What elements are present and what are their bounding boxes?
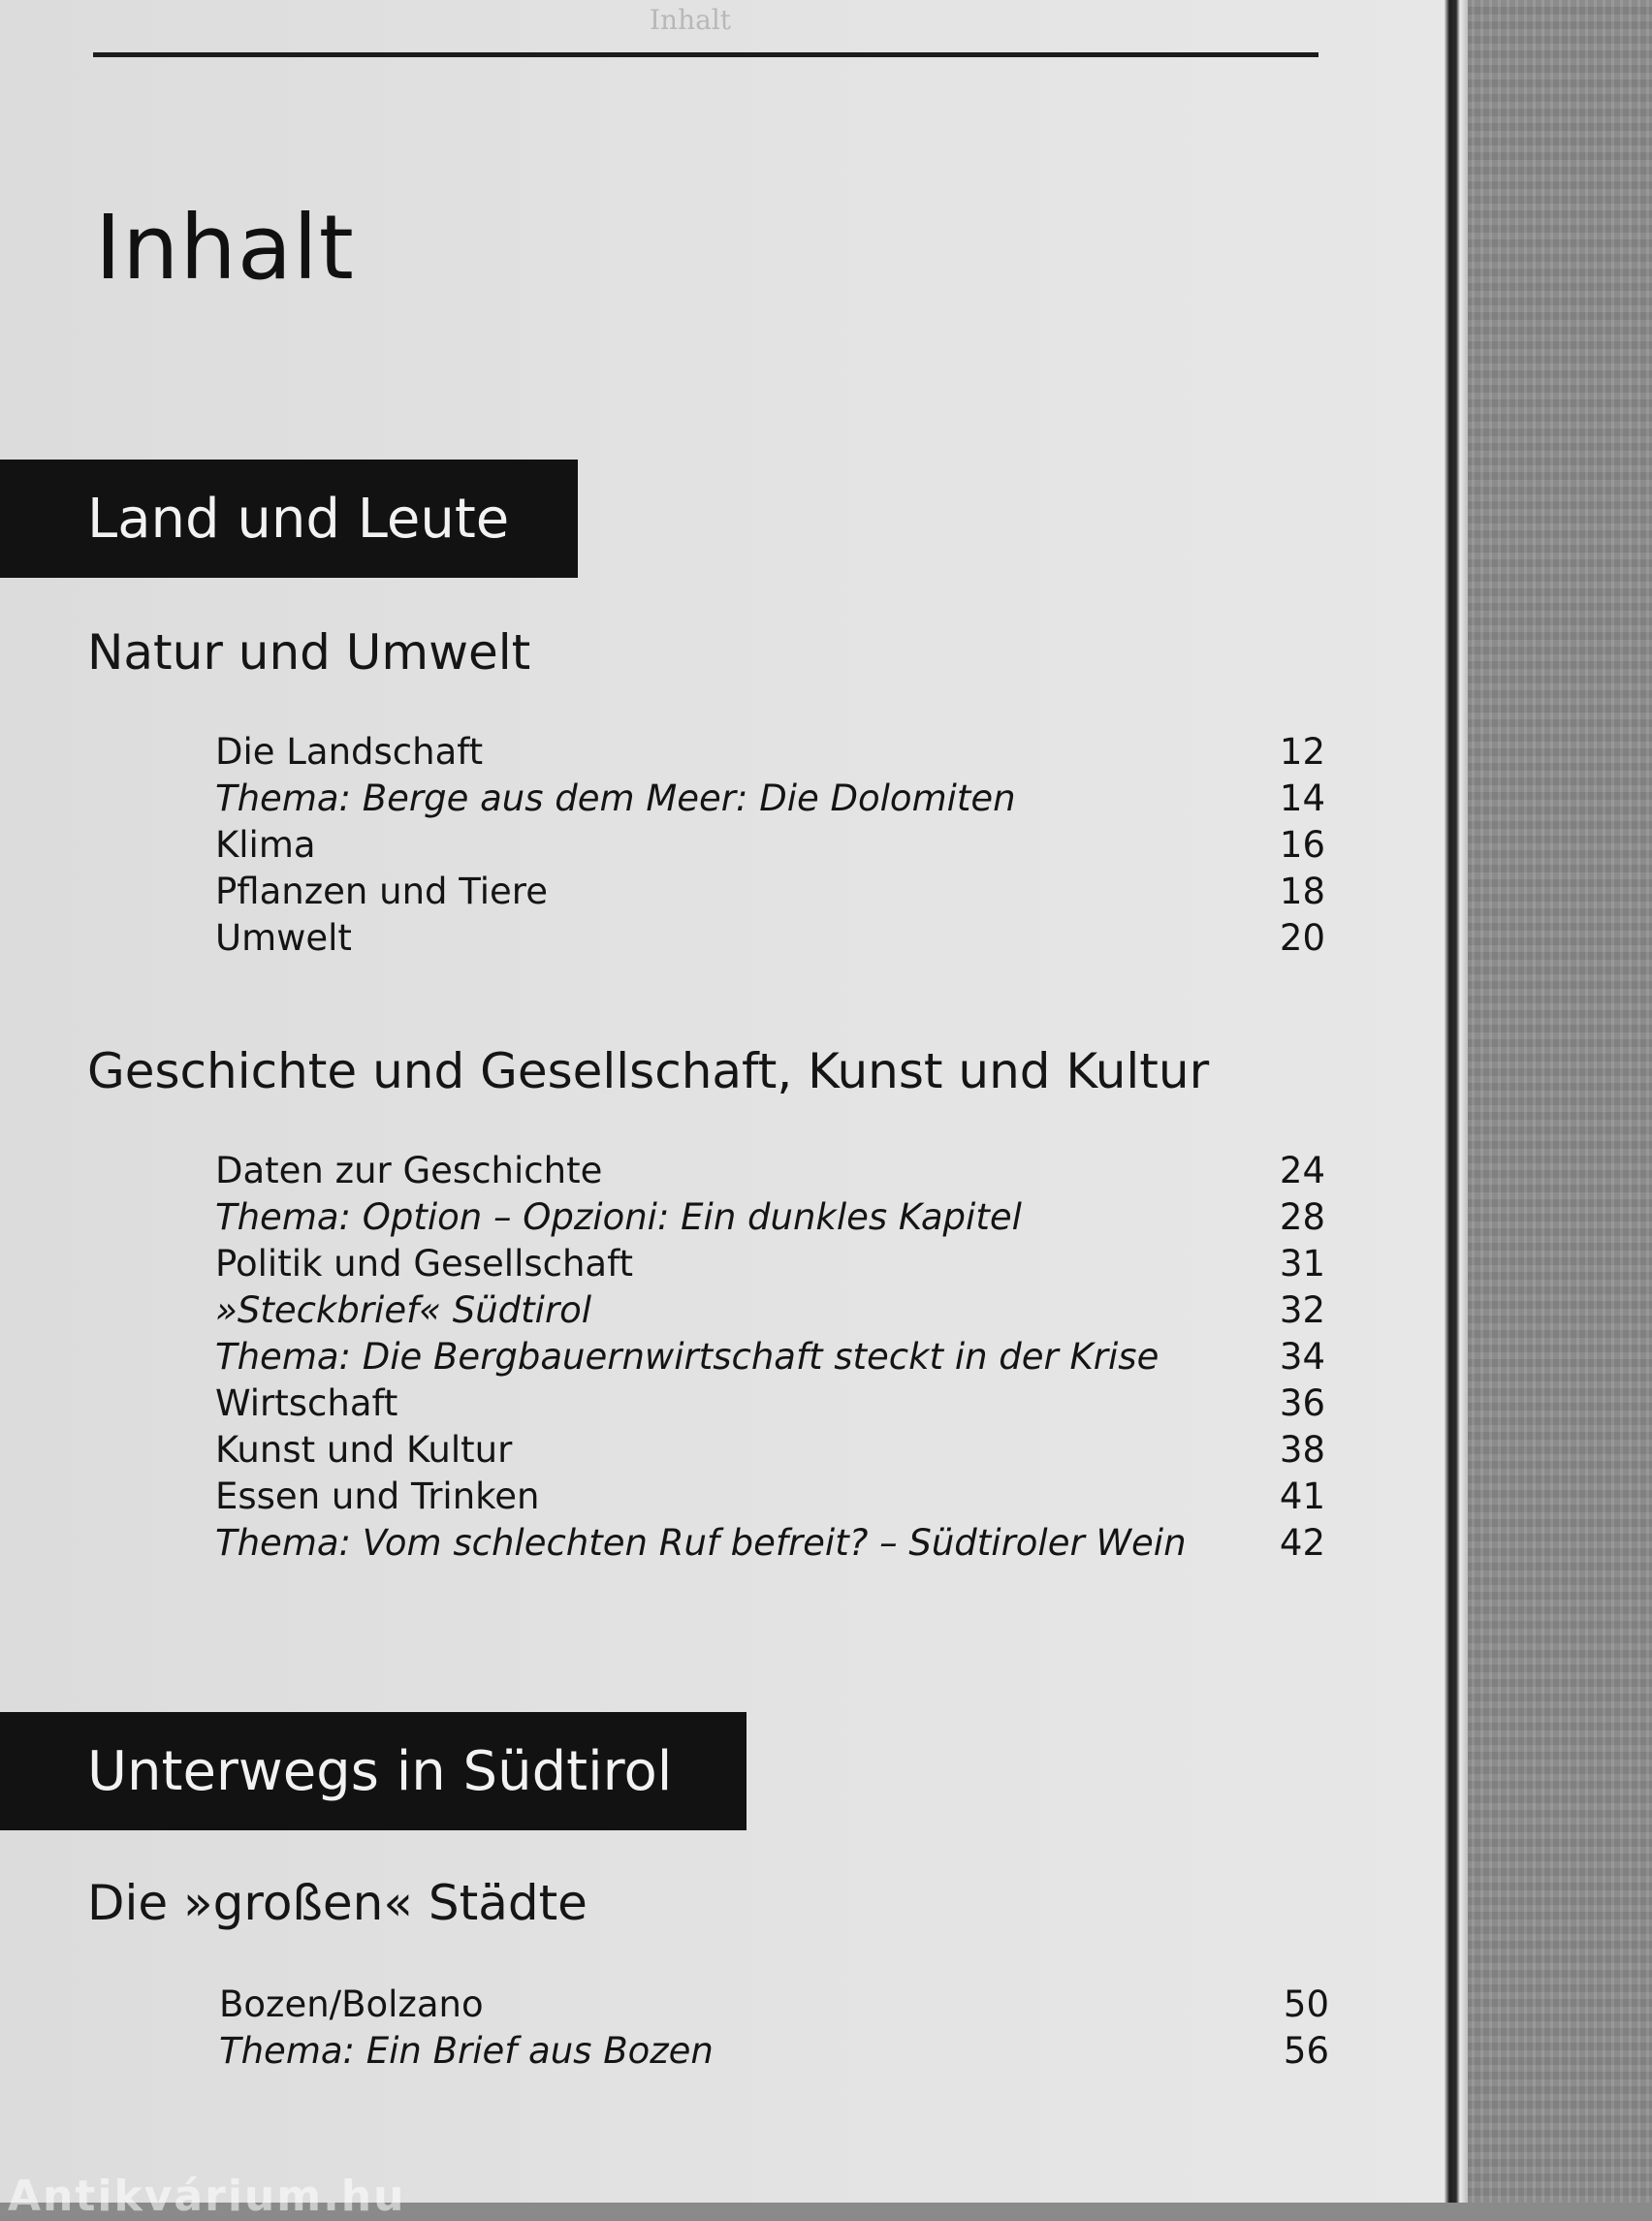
toc-entry-title: Umwelt (215, 917, 352, 959)
header-bleed-through: Inhalt (650, 4, 732, 36)
toc-entry[interactable] (215, 1334, 1325, 1380)
toc-entry-title: »Steckbrief« Südtirol (215, 1289, 592, 1331)
toc-entry[interactable] (215, 869, 1325, 915)
group-heading-geschichte: Geschichte und Gesellschaft, Kunst und Kultur (87, 1043, 1210, 1099)
toc-page-number: 32 (1279, 1289, 1325, 1331)
toc-entry-title: Politik und Gesellschaft (215, 1243, 633, 1285)
toc-page-number: 20 (1279, 917, 1325, 959)
toc-entry-title: Klima (215, 824, 316, 866)
toc-list-geschichte (215, 1148, 1325, 1567)
toc-page-number: 50 (1283, 1983, 1329, 2025)
toc-entry[interactable] (215, 1194, 1325, 1241)
toc-page-number: 42 (1279, 1522, 1325, 1564)
toc-entry-title: Kunst und Kultur (215, 1429, 513, 1471)
background-surface (1454, 0, 1652, 2203)
section-title: Land und Leute (87, 487, 510, 551)
toc-page-number: 31 (1279, 1243, 1325, 1285)
toc-page-number: 12 (1279, 731, 1325, 773)
top-rule (93, 52, 1318, 57)
toc-entry[interactable] (215, 822, 1325, 869)
page-edge (1445, 0, 1468, 2203)
toc-page-number: 36 (1279, 1382, 1325, 1424)
toc-entry-title: Daten zur Geschichte (215, 1150, 603, 1191)
toc-entry[interactable] (215, 1427, 1325, 1474)
watermark-text: Antikvárium.hu (8, 2172, 406, 2221)
toc-entry[interactable] (215, 915, 1325, 962)
toc-page-number: 24 (1279, 1150, 1325, 1191)
toc-page-number: 41 (1279, 1475, 1325, 1517)
toc-entry[interactable] (215, 1287, 1325, 1334)
toc-list-staedte (219, 1982, 1329, 2075)
toc-entry[interactable] (215, 1474, 1325, 1520)
toc-entry[interactable] (215, 1380, 1325, 1427)
toc-entry-title: Pflanzen und Tiere (215, 871, 548, 912)
toc-entry-title: Thema: Ein Brief aus Bozen (219, 2030, 714, 2072)
toc-entry[interactable] (215, 1241, 1325, 1287)
toc-list-natur (215, 729, 1325, 962)
toc-entry[interactable] (215, 1148, 1325, 1194)
toc-entry[interactable] (219, 2028, 1329, 2075)
toc-page-number: 56 (1283, 2030, 1329, 2072)
toc-entry-title: Thema: Berge aus dem Meer: Die Dolomiten (215, 777, 1016, 819)
toc-entry[interactable] (219, 1982, 1329, 2028)
toc-entry-title: Bozen/Bolzano (219, 1983, 484, 2025)
toc-page-number: 38 (1279, 1429, 1325, 1471)
toc-entry[interactable] (215, 776, 1325, 822)
section-bar-unterwegs-in-suedtirol (0, 1712, 747, 1830)
toc-page-number: 28 (1279, 1196, 1325, 1238)
toc-entry[interactable] (215, 1520, 1325, 1567)
toc-entry-title: Thema: Option – Opzioni: Ein dunkles Kapitel (215, 1196, 1022, 1238)
toc-entry-title: Die Landschaft (215, 731, 484, 773)
toc-entry-title: Thema: Vom schlechten Ruf befreit? – Südtiroler Wein (215, 1522, 1187, 1564)
section-title: Unterwegs in Südtirol (87, 1739, 673, 1803)
toc-entry-title: Wirtschaft (215, 1382, 398, 1424)
toc-entry-title: Essen und Trinken (215, 1475, 540, 1517)
toc-page-number: 16 (1279, 824, 1325, 866)
toc-entry-title: Thema: Die Bergbauernwirtschaft steckt in der Krise (215, 1336, 1160, 1378)
section-bar-land-und-leute (0, 460, 578, 578)
toc-page-number: 18 (1279, 871, 1325, 912)
page-title: Inhalt (95, 195, 355, 300)
toc-page-number: 14 (1279, 777, 1325, 819)
group-heading-natur-und-umwelt: Natur und Umwelt (87, 624, 531, 681)
group-heading-grosse-staedte: Die »großen« Städte (87, 1875, 588, 1931)
toc-page-number: 34 (1279, 1336, 1325, 1378)
toc-entry[interactable] (215, 729, 1325, 776)
